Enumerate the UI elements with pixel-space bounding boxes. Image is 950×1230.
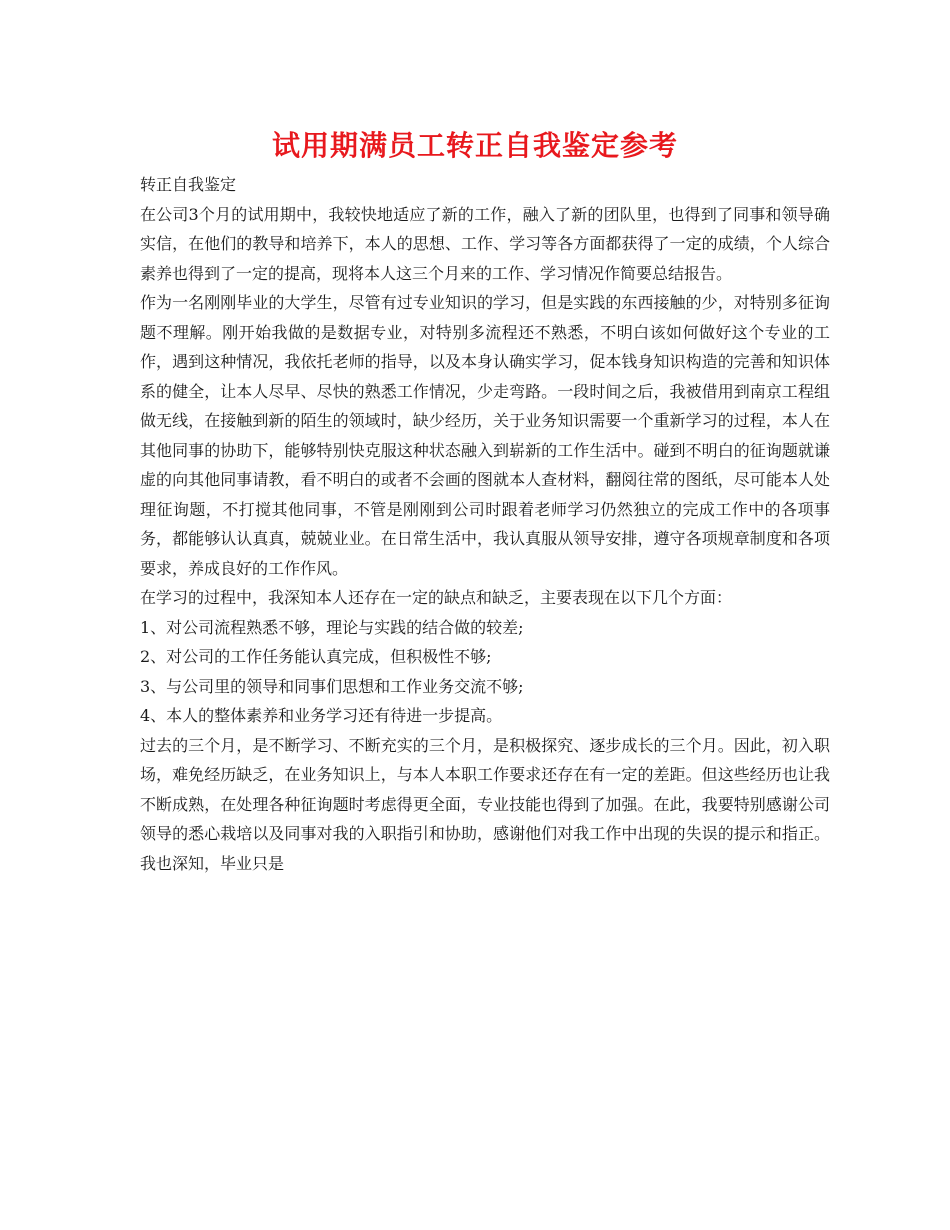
document-body (140, 170, 830, 878)
list-item: 2、对公司的工作任务能认真完成，但积极性不够; (140, 647, 492, 666)
paragraph-shortcomings: 在学习的过程中，我深知本人还存在一定的缺点和缺乏，主要表现在以下几个方面： (140, 588, 733, 607)
document-title: 试用期满员工转正自我鉴定参考 (271, 129, 678, 162)
paragraph-intro: 在公司3个月的试用期中，我较快地适应了新的工作，融入了新的团队里，也得到了同事和领导确实信，在他们的教导和培养下，本人的思想、工作、学习等各方面都获得了一定的成绩，个人综合素养也得到了一定的提高，现将本人这三个月来的工作、学习情况作简要总结报告。 (140, 204, 830, 283)
list-item: 1、对公司流程熟悉不够，理论与实践的结合做的较差; (140, 617, 524, 637)
section-heading: 转正自我鉴定 (140, 175, 237, 194)
paragraph-summary: 过去的三个月，是不断学习、不断充实的三个月，是积极探究、逐步成长的三个月。因此，初入职场，难免经历缺乏，在业务知识上，与本人本职工作要求还存在有一定的差距。但这些经历也让我不断成熟，在处理各种征询题时考虑得更全面，专业技能也得到了加强。在此，我要特别感谢公司领导的悉心栽培以及同事对我的入职指引和协助，感谢他们对我工作中出现的失误的提示和指正。我也深知，毕业只是 (140, 735, 830, 873)
paragraph-experience: 作为一名刚刚毕业的大学生，尽管有过专业知识的学习，但是实践的东西接触的少，对特别多征询题不理解。刚开始我做的是数据专业，对特别多流程还不熟悉，不明白该如何做好这个专业的工作，遇到这种情况，我依托老师的指导，以及本身认确实学习，促本钱身知识构造的完善和知识体系的健全，让本人尽早、尽快的熟悉工作情况，少走弯路。一段时间之后，我被借用到南京工程组做无线，在接触到新的陌生的领域时，缺少经历，关于业务知识需要一个重新学习的过程，本人在其他同事的协助下，能够特别快克服这种状态融入到崭新的工作生活中。碰到不明白的征询题就谦虚的向其他同事请教，看不明白的或者不会画的图就本人查材料，翻阅往常的图纸，尽可能本人处理征询题，不打搅其他同事，不管是刚刚到公司时跟着老师学习仍然独立的完成工作中的各项事务，都能够认认真真，兢兢业业。在日常生活中，我认真服从领导安排，遵守各项规章制度和各项要求，养成良好的工作作风。 (140, 293, 830, 578)
list-item: 4、本人的整体素养和业务学习还有待进一步提高。 (140, 706, 503, 725)
list-item: 3、与公司里的领导和同事们思想和工作业务交流不够; (140, 676, 524, 696)
